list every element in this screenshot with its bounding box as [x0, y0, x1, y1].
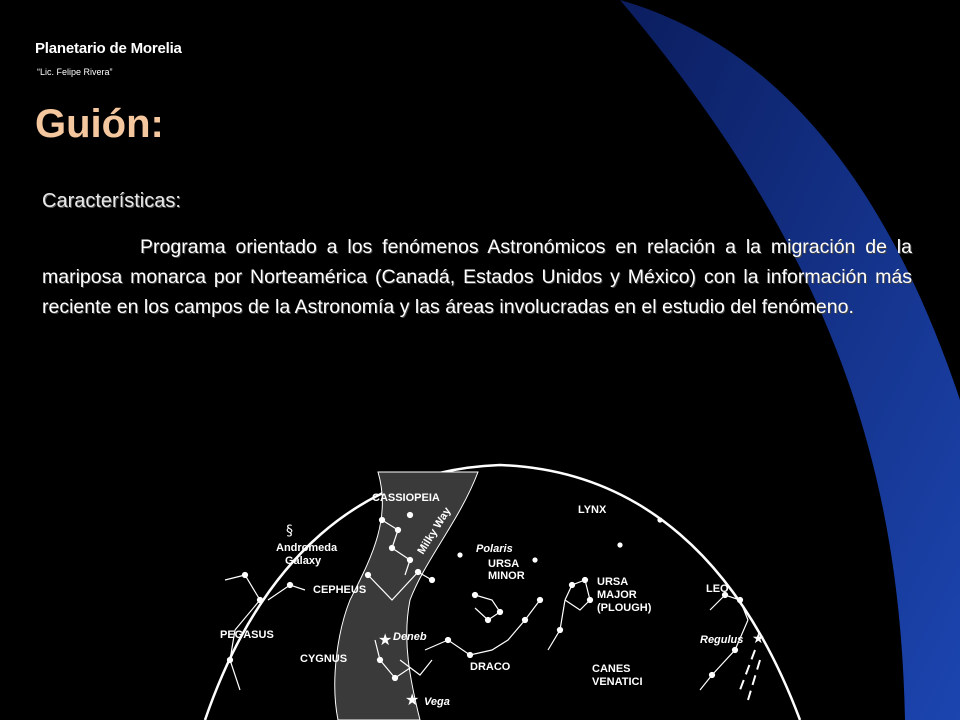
label-pegasus: PEGASUS — [220, 629, 274, 641]
svg-text:★: ★ — [405, 690, 420, 709]
label-vega: Vega — [424, 696, 450, 708]
label-milky-way: Milky Way — [415, 505, 454, 557]
label-deneb: Deneb — [393, 631, 427, 643]
label-ursa-minor-2: MINOR — [488, 570, 525, 582]
label-ursa-major-3: (PLOUGH) — [597, 602, 652, 614]
label-cassiopeia: CASSIOPEIA — [372, 492, 440, 504]
label-ursa-major-2: MAJOR — [597, 589, 637, 601]
label-ursa-major-1: URSA — [597, 576, 629, 588]
label-regulus: Regulus — [700, 634, 744, 646]
svg-text:★: ★ — [378, 630, 393, 649]
slide-title: Guión: — [35, 102, 164, 146]
organization-name: Planetario de Morelia — [35, 40, 182, 57]
label-canes-1: CANES — [592, 663, 631, 675]
slide-body-text: Programa orientado a los fenómenos Astronómicos en relación a la migración de la mariposa monarca por Norteamérica (Canadá, Estados Unidos y México) con la información más reciente en los campos de la Astronomía y las áreas involucradas en el estudio del fenómeno. — [42, 236, 912, 318]
slide-subheading: Características: — [42, 190, 181, 212]
label-andromeda: Andromeda — [276, 542, 338, 554]
label-polaris: Polaris — [476, 543, 513, 555]
label-ursa-minor-1: URSA — [488, 558, 520, 570]
label-galaxy: Galaxy — [285, 555, 322, 567]
label-cepheus: CEPHEUS — [313, 584, 367, 596]
label-cygnus: CYGNUS — [300, 653, 348, 665]
author-name: “Lic. Felipe Rivera” — [37, 67, 113, 77]
label-lynx: LYNX — [578, 504, 607, 516]
label-leo: LEO — [706, 583, 729, 595]
svg-text:§: § — [286, 523, 293, 539]
svg-text:★: ★ — [752, 631, 765, 647]
label-canes-2: VENATICI — [592, 676, 643, 688]
label-draco: DRACO — [470, 661, 511, 673]
